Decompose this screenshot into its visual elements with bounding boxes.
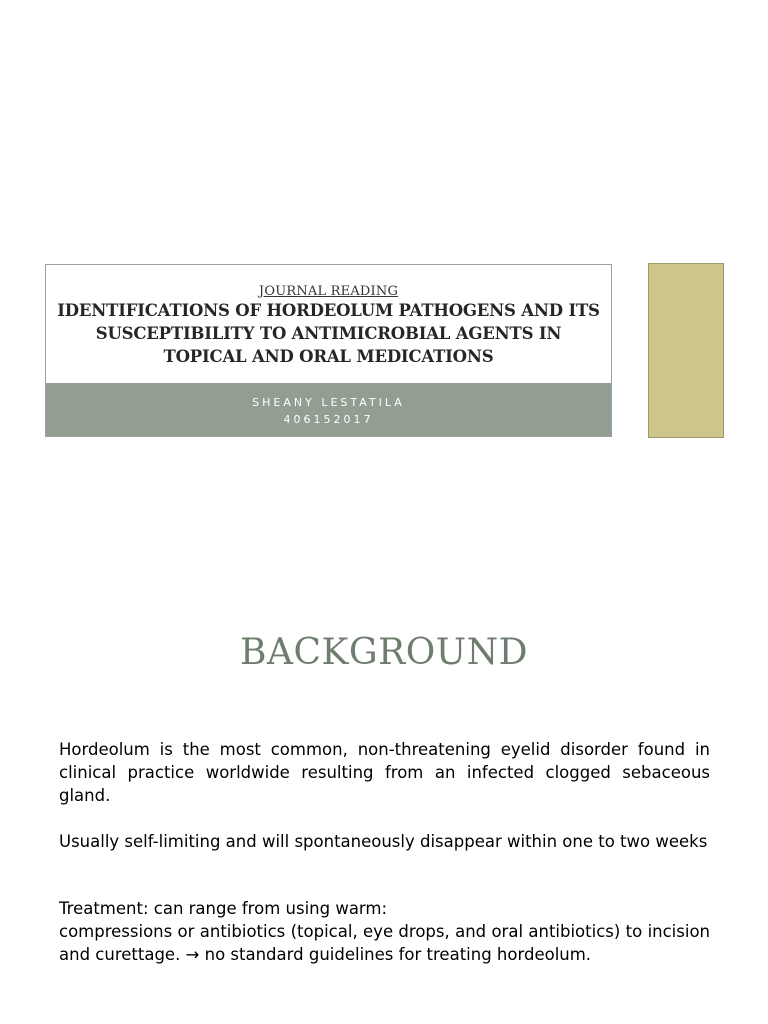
decorative-side-block	[648, 263, 724, 438]
paragraph-definition: Hordeolum is the most common, non-threatening eyelid disorder found in clinical practice worldwide resulting from an infected clogged sebaceous gland.	[59, 740, 710, 805]
paragraph-self-limiting: Usually self-limiting and will spontaneously disappear within one to two weeks	[59, 832, 708, 851]
title-area	[46, 265, 611, 383]
student-id: 406152017	[283, 413, 374, 426]
author-bar	[46, 383, 611, 436]
paper-title: IDENTIFICATIONS OF HORDEOLUM PATHOGENS AND ITS SUSCEPTIBILITY TO ANTIMICROBIAL AGENTS IN TOPICAL AND ORAL MEDICATIONS	[57, 301, 600, 366]
paragraph-treatment	[59, 897, 710, 966]
title-box	[45, 264, 612, 437]
background-heading: BACKGROUND	[240, 632, 528, 673]
treatment-line-2: compressions or antibiotics (topical, eye drops, and oral antibiotics) to incision and curettage. → no standard guidelines for treating hordeolum.	[59, 922, 710, 964]
author-name: SHEANY LESTATILA	[252, 396, 405, 409]
treatment-line-1: Treatment: can range from using warm:	[59, 899, 388, 918]
journal-reading-label: JOURNAL READING	[258, 284, 399, 299]
